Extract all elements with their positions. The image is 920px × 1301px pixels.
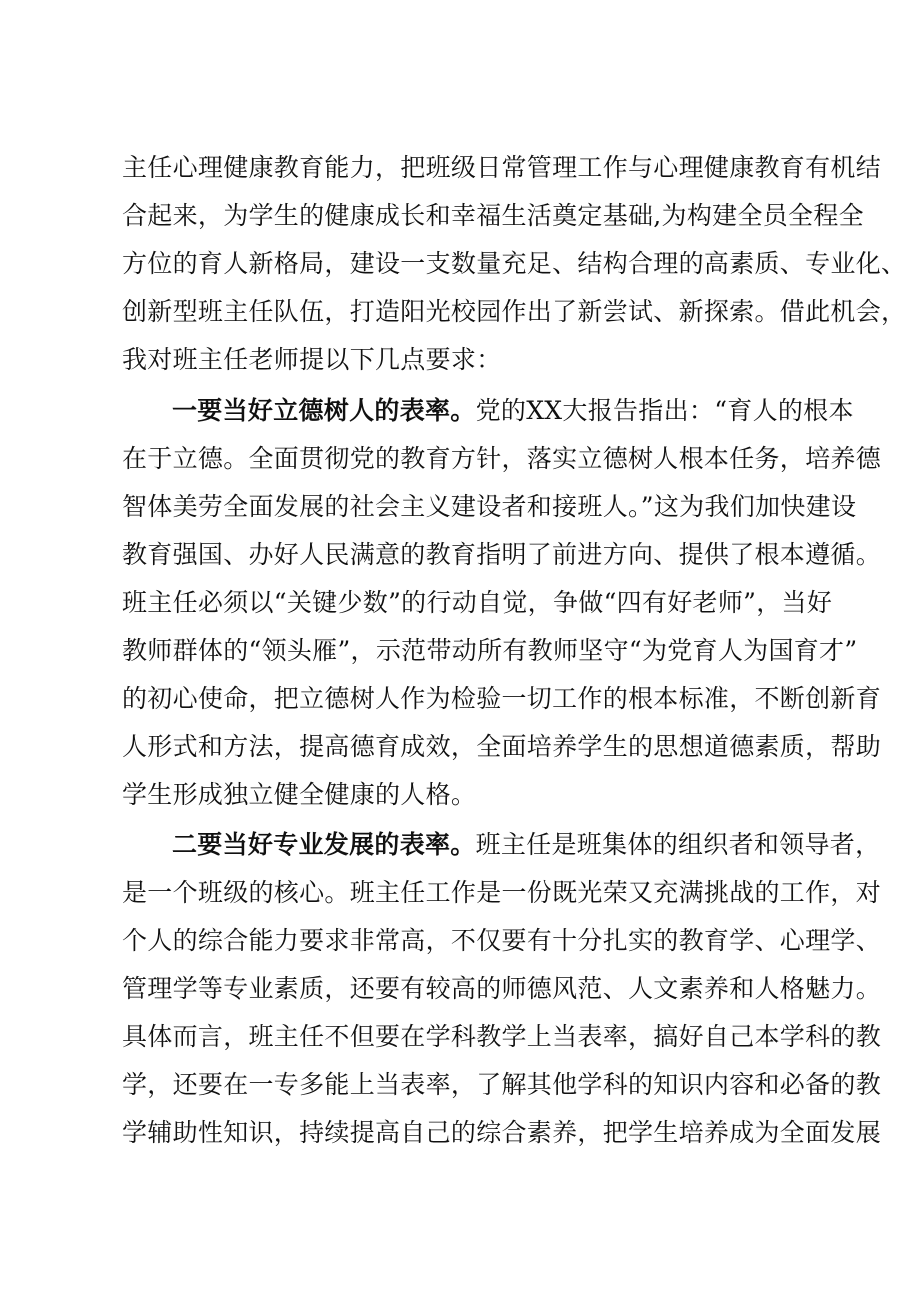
paragraph-line: 学，还要在一专多能上当表率，了解其他学科的知识内容和必备的教 [122, 1070, 882, 1099]
section-1-first-line [172, 391, 854, 431]
paragraph-line: 教育强国、办好人民满意的教育指明了前进方向、提供了根本遵循。 [122, 540, 882, 569]
section-2-first-line [172, 825, 881, 865]
paragraph-line: 创新型班主任队伍，打造阳光校园作出了新尝试、新探索。借此机会， [122, 297, 907, 326]
section-1-first-line-text: 党的XX大报告指出：“育人的根本 [475, 396, 854, 425]
paragraph-line: 是一个班级的核心。班主任工作是一份既光荣又充满挑战的工作，对 [122, 878, 882, 907]
paragraph-line: 教师群体的“领头雁”，示范带动所有教师坚守“为党育人为国育才” [122, 636, 858, 665]
paragraph-line: 管理学等专业素质，还要有较高的师德风范、人文素养和人格魅力。 [122, 974, 882, 1003]
section-2-first-line-text: 班主任是班集体的组织者和领导者， [475, 830, 881, 859]
paragraph-line: 方位的育人新格局，建设一支数量充足、结构合理的高素质、专业化、 [122, 249, 907, 278]
paragraph-line: 人形式和方法，提高德育成效，全面培养学生的思想道德素质，帮助 [122, 732, 882, 761]
paragraph-line: 合起来，为学生的健康成长和幸福生活奠定基础,为构建全员全程全 [122, 201, 864, 230]
paragraph-line: 我对班主任老师提以下几点要求： [122, 345, 502, 374]
paragraph-line: 学辅助性知识，持续提高自己的综合素养，把学生培养成为全面发展 [122, 1118, 882, 1147]
paragraph-line: 的初心使命，把立德树人作为检验一切工作的根本标准，不断创新育 [122, 684, 882, 713]
paragraph-line: 具体而言，班主任不但要在学科教学上当表率，搞好自己本学科的教 [122, 1022, 882, 1051]
paragraph-line: 个人的综合能力要求非常高，不仅要有十分扎实的教育学、心理学、 [122, 926, 882, 955]
paragraph-line: 主任心理健康教育能力，把班级日常管理工作与心理健康教育有机结 [122, 153, 882, 182]
paragraph-line: 学生形成独立健全健康的人格。 [122, 780, 477, 809]
paragraph-line: 智体美劳全面发展的社会主义建设者和接班人。”这为我们加快建设 [122, 492, 857, 521]
paragraph-line: 在于立德。全面贯彻党的教育方针，落实立德树人根本任务，培养德 [122, 444, 882, 473]
paragraph-line: 班主任必须以“关键少数”的行动自觉，争做“四有好老师”，当好 [122, 588, 833, 617]
section-2-heading: 二要当好专业发展的表率。 [172, 830, 476, 859]
section-1-heading: 一要当好立德树人的表率。 [172, 396, 476, 425]
